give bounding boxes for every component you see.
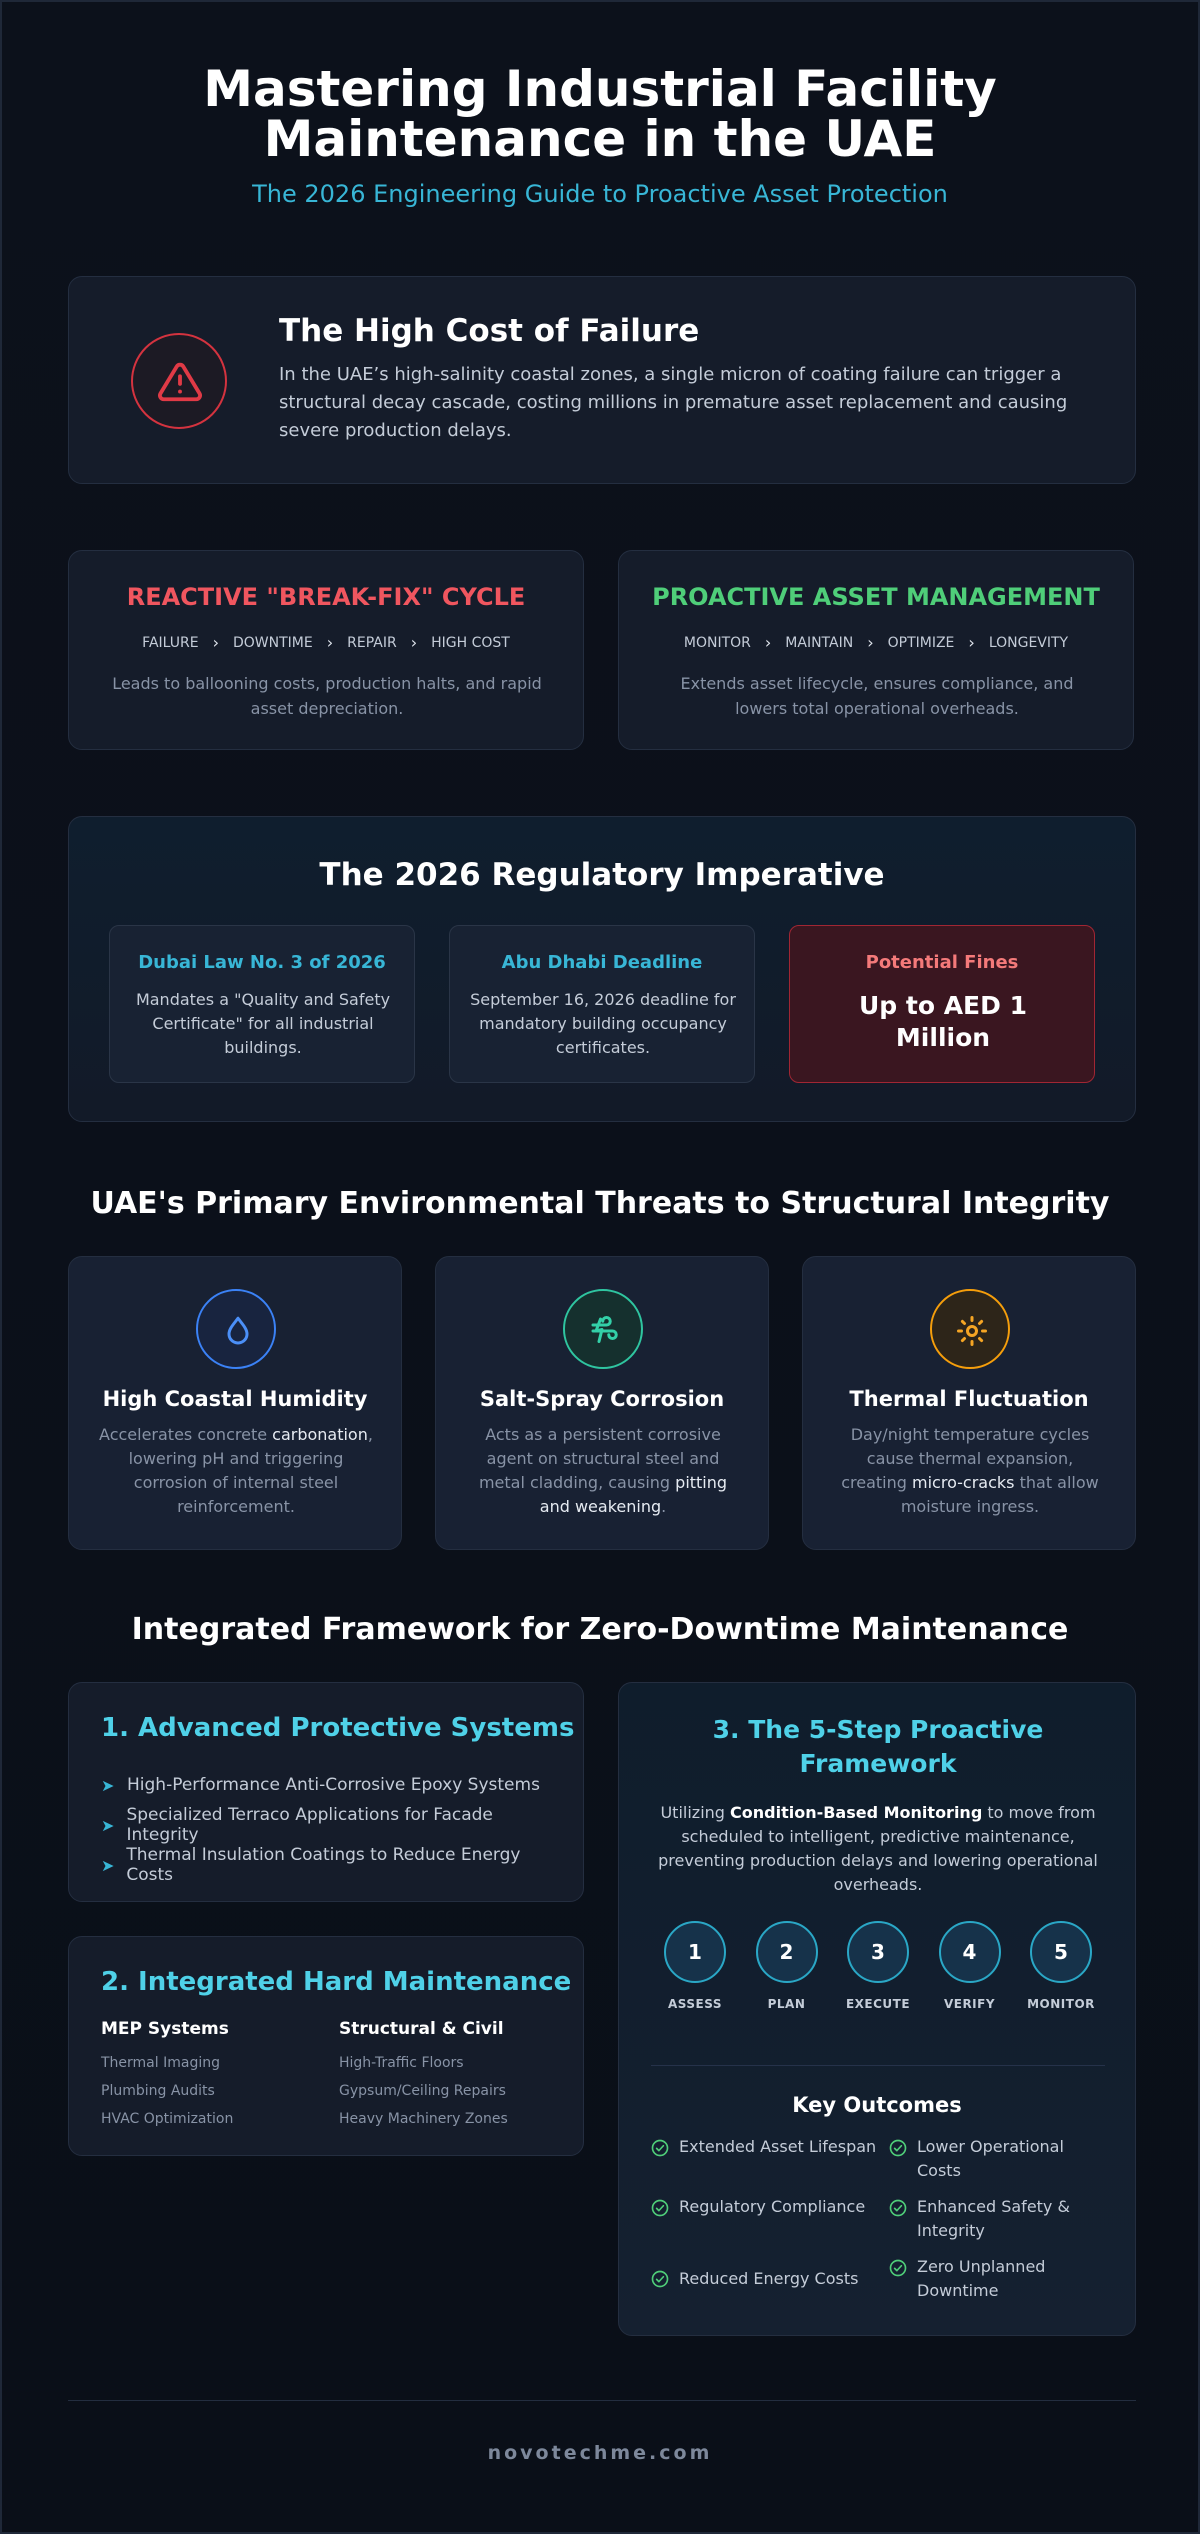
arrow-right-icon: ➤ <box>101 1815 115 1835</box>
list-item: Thermal Imaging <box>101 2055 220 2071</box>
proactive-management-card <box>618 550 1134 750</box>
arrow-right-icon: ➤ <box>101 1775 115 1795</box>
step-number: 2 <box>756 1921 818 1983</box>
regulatory-title: The 2026 Regulatory Imperative <box>319 857 885 893</box>
proactive-step: OPTIMIZE <box>887 634 955 651</box>
potential-fines-box <box>789 925 1095 1083</box>
potential-fines-title: Potential Fines <box>865 952 1019 973</box>
list-item: ➤ Specialized Terraco Applications for Facade Integrity <box>101 1805 493 1845</box>
proactive-management-title: PROACTIVE ASSET MANAGEMENT <box>652 583 1100 611</box>
check-circle-icon <box>889 2139 907 2157</box>
threat-name: Thermal Fluctuation <box>849 1387 1089 1411</box>
check-circle-icon <box>651 2199 669 2217</box>
arrow-right-icon: ➤ <box>101 1855 115 1875</box>
threat-desc: Accelerates concrete carbonation, lowering pH and triggering corrosion of internal steel reinforcement. <box>99 1425 373 1516</box>
check-circle-icon <box>651 2139 669 2157</box>
list-item: ➤ High-Performance Anti-Corrosive Epoxy Systems <box>101 1775 540 1795</box>
high-cost-card <box>68 276 1136 484</box>
outcome-item: Extended Asset Lifespan <box>651 2135 889 2183</box>
proactive-framework-desc: Utilizing Condition-Based Monitoring to move from scheduled to intelligent, predictive maintenance, preventing production delays and lowering operational overheads. <box>658 1803 1098 1894</box>
proactive-framework-title: 3. The 5-Step Proactive Framework <box>712 1715 1044 1778</box>
outcome-item: Zero Unplanned Downtime <box>889 2255 1105 2303</box>
reactive-cycle-title: REACTIVE "BREAK-FIX" CYCLE <box>126 583 526 611</box>
threat-card-thermal <box>802 1256 1136 1550</box>
high-cost-text: In the UAE’s high-salinity coastal zones, a single micron of coating failure can trigger a structural decay cascade, costing millions in premature asset replacement and causing severe production delays. <box>279 364 1068 441</box>
step-label: MONITOR <box>1027 1997 1095 2011</box>
protective-systems-title: 1. Advanced Protective Systems <box>101 1713 575 1743</box>
list-item: Heavy Machinery Zones <box>339 2111 508 2127</box>
check-circle-icon <box>889 2259 907 2277</box>
step-label: VERIFY <box>943 1997 996 2011</box>
dubai-law-text: Mandates a "Quality and Safety Certificate" for all industrial buildings. <box>135 990 391 1057</box>
step-plan <box>747 1921 827 2011</box>
divider <box>651 2065 1105 2066</box>
page-title-line-2: Maintenance in the UAE <box>263 110 937 168</box>
list-item: HVAC Optimization <box>101 2111 234 2127</box>
step-number: 4 <box>939 1921 1001 1983</box>
threat-desc: Acts as a persistent corrosive agent on structural steel and metal cladding, causing pitting and weakening. <box>478 1425 728 1516</box>
hard-maintenance-card <box>68 1936 584 2156</box>
abu-dhabi-title: Abu Dhabi Deadline <box>501 952 703 973</box>
footer-website-link[interactable]: novotechme.com <box>487 2442 713 2464</box>
footer-divider <box>68 2400 1136 2401</box>
chevron-right-icon: › <box>764 633 772 652</box>
step-verify <box>930 1921 1010 2011</box>
page-title <box>2 60 1198 168</box>
proactive-framework-card <box>618 1682 1136 2336</box>
reactive-step: HIGH COST <box>431 634 510 651</box>
threat-name: High Coastal Humidity <box>102 1387 368 1411</box>
page-title-line-1: Mastering Industrial Facility <box>203 60 997 118</box>
page-subtitle: The 2026 Engineering Guide to Proactive Asset Protection <box>252 180 948 208</box>
structural-civil-title: Structural & Civil <box>339 2019 504 2039</box>
fines-amount-line-1: Up to AED 1 <box>858 991 1027 1020</box>
protective-systems-card <box>68 1682 584 1902</box>
step-label: PLAN <box>767 1997 806 2011</box>
threat-card-salt-spray <box>435 1256 769 1550</box>
structural-civil-column <box>339 2019 559 2133</box>
reactive-step: REPAIR <box>347 634 397 651</box>
outcome-item: Regulatory Compliance <box>651 2195 889 2243</box>
step-execute <box>838 1921 918 2011</box>
protective-systems-list <box>101 1765 561 1885</box>
step-label: ASSESS <box>668 1997 722 2011</box>
abu-dhabi-text: September 16, 2026 deadline for mandatory building occupancy certificates. <box>470 990 736 1057</box>
chevron-right-icon: › <box>212 633 219 652</box>
step-number: 1 <box>664 1921 726 1983</box>
proactive-management-steps <box>619 633 1133 652</box>
outcome-item: Lower Operational Costs <box>889 2135 1105 2183</box>
framework-section-title: Integrated Framework for Zero-Downtime Maintenance <box>131 1612 1069 1647</box>
proactive-step: MONITOR <box>683 634 751 651</box>
warning-triangle-icon <box>131 333 227 429</box>
sun-icon <box>930 1289 1010 1369</box>
reactive-step: FAILURE <box>142 634 199 651</box>
check-circle-icon <box>889 2199 907 2217</box>
step-label: EXECUTE <box>845 1997 911 2011</box>
hard-maintenance-title: 2. Integrated Hard Maintenance <box>101 1967 572 1997</box>
outcome-item: Enhanced Safety & Integrity <box>889 2195 1105 2243</box>
chevron-right-icon: › <box>867 633 874 652</box>
reactive-cycle-desc: Leads to ballooning costs, production halts, and rapid asset depreciation. <box>112 674 542 718</box>
reactive-cycle-card <box>68 550 584 750</box>
list-item: High-Traffic Floors <box>339 2055 464 2071</box>
reactive-cycle-steps <box>69 633 583 652</box>
list-item: ➤ Thermal Insulation Coatings to Reduce Energy Costs <box>101 1845 521 1885</box>
dubai-law-box <box>109 925 415 1083</box>
threat-name: Salt-Spray Corrosion <box>479 1387 725 1411</box>
key-outcomes-grid <box>651 2135 1105 2303</box>
key-outcomes-title: Key Outcomes <box>792 2093 962 2117</box>
threat-desc: Day/night temperature cycles cause thermal expansion, creating micro-cracks that allow moisture ingress. <box>841 1425 1099 1516</box>
five-step-row <box>655 1921 1101 2011</box>
proactive-management-desc: Extends asset lifecycle, ensures compliance, and lowers total operational overheads. <box>680 674 1074 718</box>
threat-card-humidity <box>68 1256 402 1550</box>
fines-amount-line-2: Million <box>895 1023 991 1052</box>
proactive-step: LONGEVITY <box>988 634 1069 651</box>
dubai-law-title: Dubai Law No. 3 of 2026 <box>138 952 386 973</box>
high-cost-title: The High Cost of Failure <box>279 313 700 349</box>
water-drop-icon <box>196 1289 276 1369</box>
abu-dhabi-box <box>449 925 755 1083</box>
step-number: 3 <box>847 1921 909 1983</box>
regulatory-card <box>68 816 1136 1122</box>
reactive-step: DOWNTIME <box>232 634 313 651</box>
step-assess <box>655 1921 735 2011</box>
step-number: 5 <box>1030 1921 1092 1983</box>
mep-systems-column <box>101 2019 321 2133</box>
chevron-right-icon: › <box>410 633 418 652</box>
threats-section-title: UAE's Primary Environmental Threats to Structural Integrity <box>90 1186 1110 1221</box>
check-circle-icon <box>651 2270 669 2288</box>
wind-spray-icon <box>563 1289 643 1369</box>
mep-systems-title: MEP Systems <box>101 2019 229 2039</box>
chevron-right-icon: › <box>326 633 334 652</box>
outcome-item: Reduced Energy Costs <box>651 2255 889 2303</box>
chevron-right-icon: › <box>968 633 975 652</box>
list-item: Plumbing Audits <box>101 2083 215 2099</box>
step-monitor <box>1021 1921 1101 2011</box>
list-item: Gypsum/Ceiling Repairs <box>339 2083 506 2099</box>
proactive-step: MAINTAIN <box>785 634 854 651</box>
potential-fines-amount <box>810 990 1076 1054</box>
